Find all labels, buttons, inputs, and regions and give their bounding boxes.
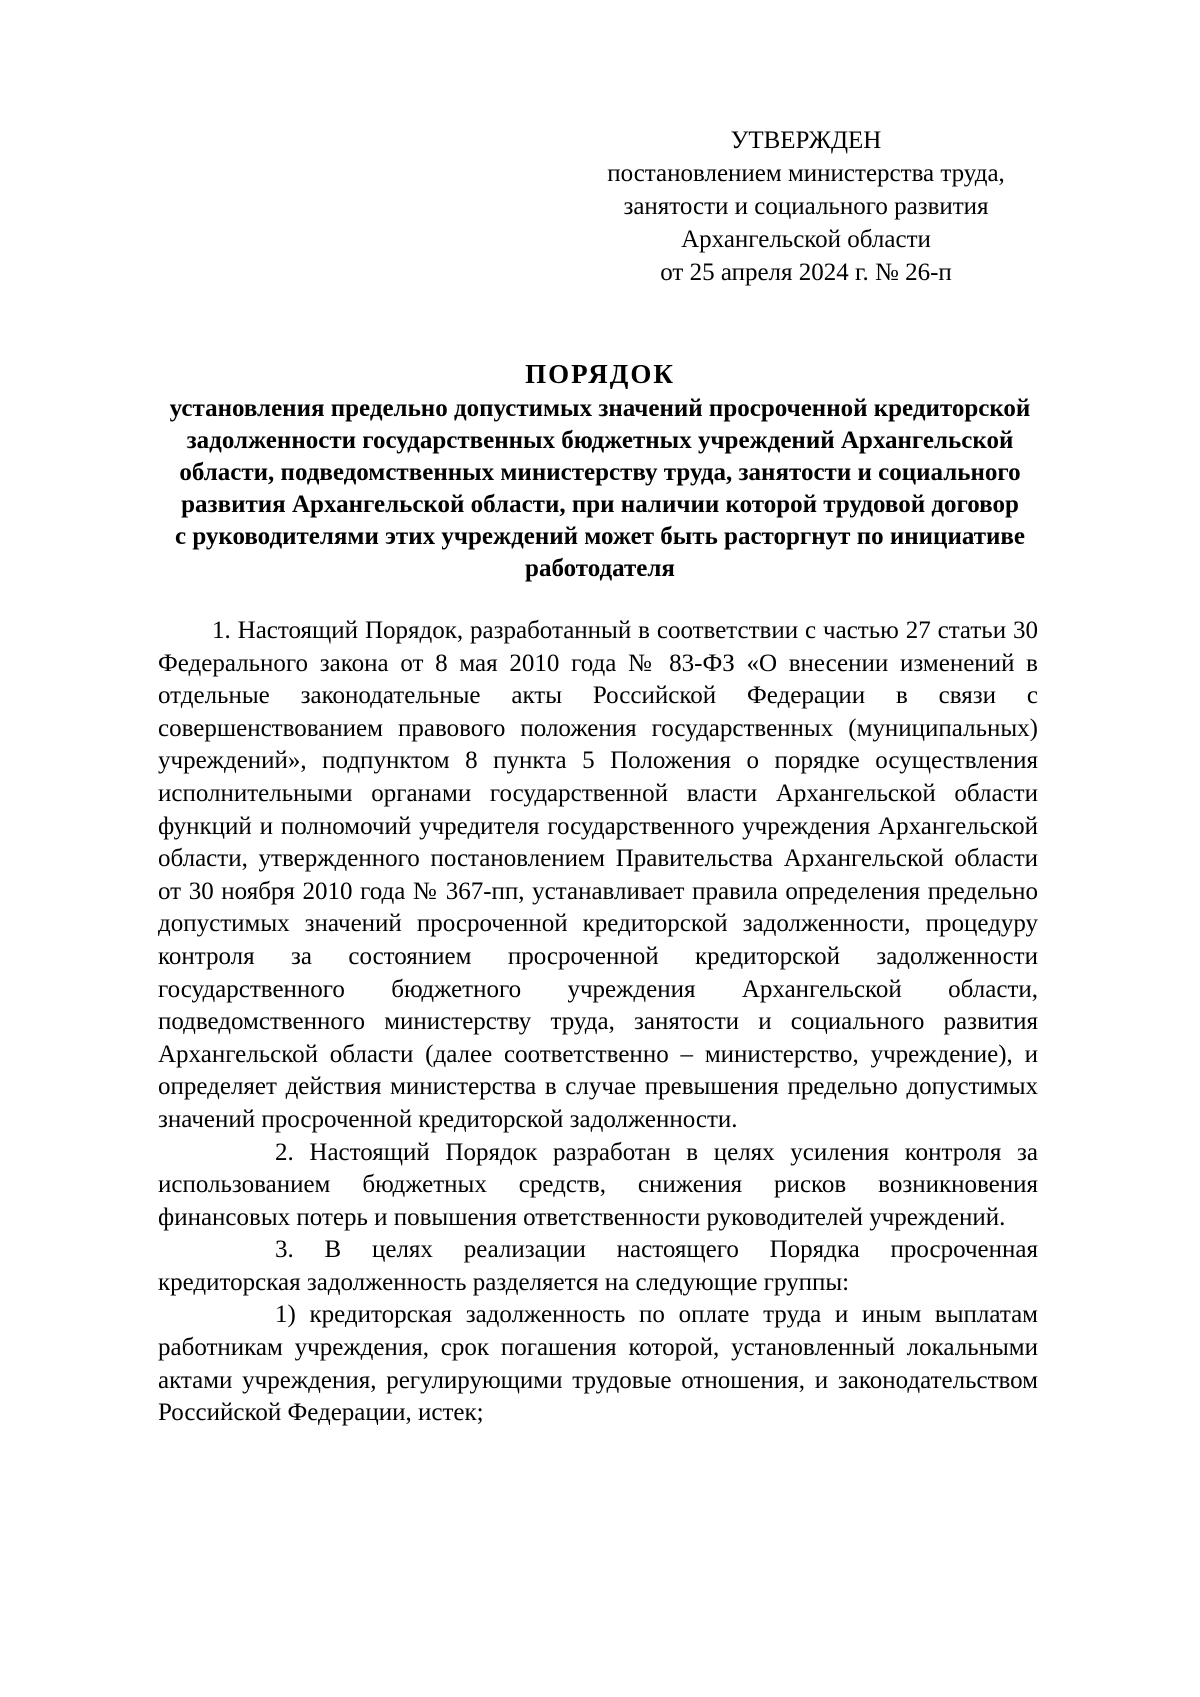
document-subtitle	[140, 393, 1060, 585]
subtitle-line: установления предельно допустимых значений просроченной кредиторской	[169, 395, 1031, 422]
subtitle-line: задолженности государственных бюджетных учреждений Архангельской	[186, 427, 1014, 454]
approval-date-number: от 25 апреля 2024 г. № 26-п	[660, 259, 952, 286]
document-title-block	[140, 357, 1060, 585]
subtitle-line: с руководителями этих учреждений может быть расторгнут по инициативе	[174, 523, 1026, 550]
paragraph-1: 1. Настоящий Порядок, разработанный в соответствии с частью 27 статьи 30 Федерального закона от 8 мая 2010 года № 83-ФЗ «О внесении изменений в отдельные законодательные акты Российской Федерации в связи с совершенствованием правового положения государственных (муниципальных) учреждений», подпунктом 8 пункта 5 Положения о порядке осуществления исполнительными органами государственной власти Архангельской области функций и полномочий учредителя государственного учреждения Архангельской области, утвержденного постановлением Правительства Архангельской области от 30 ноября 2010 года № 367-пп, устанавливает правила определения предельно допустимых значений просроченной кредиторской задолженности, процедуру контроля за состоянием просроченной кредиторской задолженности государственного бюджетного учреждения Архангельской области, подведомственного министерству труда, занятости и социального развития Архангельской области (далее соответственно – министерство, учреждение), и определяет действия министерства в случае превышения предельно допустимых значений просроченной кредиторской задолженности.	[158, 617, 1038, 1133]
subtitle-line: области, подведомственных министерству труда, занятости и социального	[179, 459, 1021, 486]
document-body	[158, 615, 1038, 1430]
approval-heading: УТВЕРЖДЕН	[730, 127, 882, 154]
approval-line: занятости и социального развития	[623, 193, 989, 220]
subtitle-line: развития Архангельской области, при наличии которой трудовой договор	[181, 491, 1019, 518]
list-item-1: 1) кредиторская задолженность по оплате труда и иным выплатам работникам учреждения, срок погашения которой, установленный локальными актами учреждения, регулирующими трудовые отношения, и законодательством Российской Федерации, истек;	[158, 1301, 1038, 1427]
paragraph-2: 2. Настоящий Порядок разработан в целях усиления контроля за использованием бюджетных средств, снижения рисков возникновения финансовых потерь и повышения ответственности руководителей учреждений.	[158, 1138, 1038, 1231]
approval-stamp	[596, 124, 1016, 289]
subtitle-line: работодателя	[525, 555, 675, 582]
approval-line: Архангельской области	[681, 226, 931, 253]
document-title: ПОРЯДОК	[525, 359, 675, 389]
paragraph-3: 3. В целях реализации настоящего Порядка просроченная кредиторская задолженность разделяется на следующие группы:	[158, 1236, 1038, 1296]
approval-line: постановлением министерства труда,	[607, 160, 1005, 187]
